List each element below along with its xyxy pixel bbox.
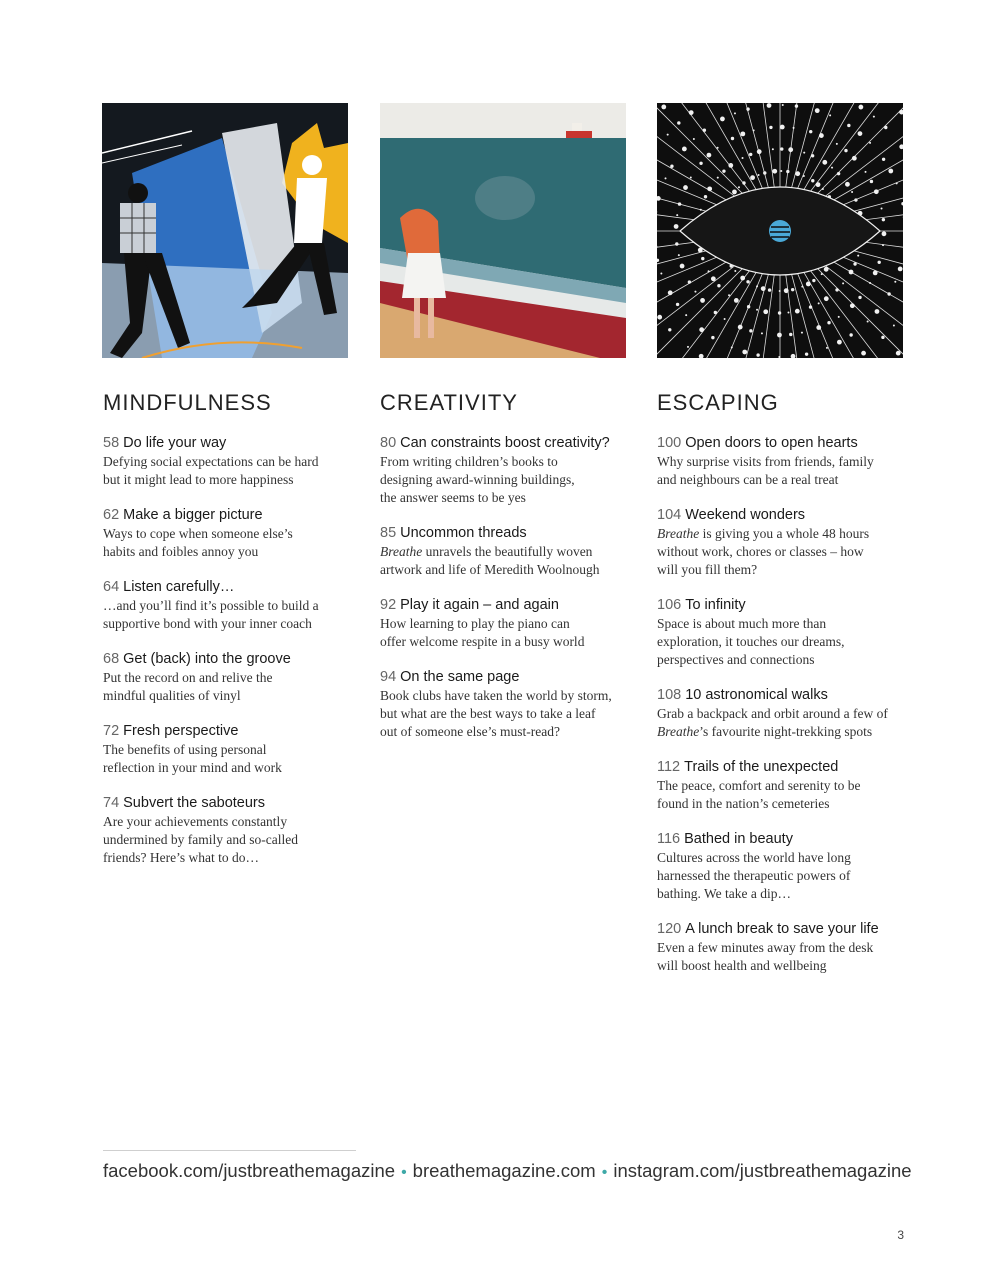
- entry-heading: [103, 650, 353, 669]
- section-title: MINDFULNESS: [103, 390, 272, 415]
- entry-description-text: The benefits of using personal reflection in your mind and work: [103, 742, 282, 775]
- entry-title: Uncommon threads: [400, 525, 527, 541]
- entry-page-number: 100: [657, 435, 682, 451]
- entry-page-number: 64: [103, 579, 120, 595]
- entry-description-text: Defying social expectations can be hard but it might lead to more happiness: [103, 454, 319, 487]
- entry-page-number: 94: [380, 669, 397, 685]
- creativity-illustration: [380, 103, 626, 358]
- page-number: 3: [897, 1228, 904, 1242]
- entry-heading: [103, 434, 353, 453]
- toc-entry[interactable]: [380, 668, 630, 741]
- entry-page-number: 106: [657, 597, 682, 613]
- toc-entry[interactable]: [380, 434, 630, 507]
- entry-title: Fresh perspective: [123, 723, 239, 739]
- escaping-illustration: [657, 103, 903, 358]
- toc-entry[interactable]: [103, 434, 353, 489]
- entry-page-number: 58: [103, 435, 120, 451]
- entry-description: [657, 777, 907, 813]
- entry-description-text: Even a few minutes away from the desk will boost health and wellbeing: [657, 940, 874, 973]
- toc-entry[interactable]: [380, 524, 630, 579]
- entry-title: Play it again – and again: [400, 597, 559, 613]
- entry-title: On the same page: [400, 669, 520, 685]
- entry-description-italic: Breathe: [380, 544, 423, 559]
- entry-heading: [103, 722, 353, 741]
- entry-page-number: 68: [103, 651, 120, 667]
- entry-description: [657, 939, 907, 975]
- toc-entry[interactable]: [103, 650, 353, 705]
- entry-heading: [380, 524, 630, 543]
- entry-heading: [103, 578, 353, 597]
- entry-heading: [657, 686, 907, 705]
- toc-entry[interactable]: [657, 920, 907, 975]
- entry-description-text: is giving you a whole 48 hours without work, chores or classes – how will you fill them?: [657, 526, 870, 577]
- entry-heading: [657, 596, 907, 615]
- entry-page-number: 74: [103, 795, 120, 811]
- entry-description: [657, 615, 907, 669]
- toc-entry[interactable]: [657, 758, 907, 813]
- entry-heading: [657, 506, 907, 525]
- entry-heading: [103, 794, 353, 813]
- entry-description-italic: Breathe: [657, 526, 700, 541]
- entry-description: [380, 453, 630, 507]
- entry-description: [103, 525, 353, 561]
- separator-dot: •: [601, 1164, 608, 1181]
- entry-page-number: 112: [657, 759, 681, 775]
- section-title: ESCAPING: [657, 390, 779, 415]
- entry-description-text: From writing children’s books to designing award-winning buildings, the answer seems to be yes: [380, 454, 575, 505]
- entry-title: Can constraints boost creativity?: [400, 435, 610, 451]
- entry-page-number: 62: [103, 507, 120, 523]
- entry-description: [380, 615, 630, 651]
- entry-description-text: …and you’ll find it’s possible to build a supportive bond with your inner coach: [103, 598, 319, 631]
- entry-title: Subvert the saboteurs: [123, 795, 266, 811]
- toc-entry[interactable]: [657, 830, 907, 903]
- entry-description-text: Why surprise visits from friends, family and neighbours can be a real treat: [657, 454, 874, 487]
- website-link[interactable]: breathemagazine.com: [412, 1160, 596, 1181]
- entry-description: [657, 849, 907, 903]
- entry-description-text: Space is about much more than exploration, it touches our dreams, perspectives and connections: [657, 616, 845, 667]
- entry-heading: [657, 758, 907, 777]
- entry-description: [380, 543, 630, 579]
- toc-entry[interactable]: [657, 434, 907, 489]
- entry-description-text: unravels the beautifully woven artwork and life of Meredith Woolnough: [380, 544, 600, 577]
- toc-entry[interactable]: [657, 506, 907, 579]
- entry-title: Trails of the unexpected: [684, 759, 839, 775]
- toc-entry[interactable]: [657, 596, 907, 669]
- entry-title: Make a bigger picture: [123, 507, 263, 523]
- entry-title: Open doors to open hearts: [685, 435, 858, 451]
- entry-heading: [657, 830, 907, 849]
- toc-entry[interactable]: [657, 686, 907, 741]
- social-links: [103, 1160, 912, 1182]
- entry-heading: [103, 506, 353, 525]
- entry-page-number: 92: [380, 597, 397, 613]
- toc-entry[interactable]: [103, 506, 353, 561]
- entry-heading: [657, 434, 907, 453]
- escaping-column: [657, 390, 907, 992]
- entry-heading: [380, 668, 630, 687]
- entry-title: 10 astronomical walks: [685, 687, 828, 703]
- toc-entry[interactable]: [380, 596, 630, 651]
- toc-entry[interactable]: [103, 722, 353, 777]
- entry-description-text: Put the record on and relive the mindful qualities of vinyl: [103, 670, 273, 703]
- entry-description: [103, 741, 353, 777]
- footer-divider: [103, 1150, 356, 1151]
- entry-heading: [380, 434, 630, 453]
- entry-description: [657, 453, 907, 489]
- entry-description: [103, 453, 353, 489]
- entry-description-text: Ways to cope when someone else’s habits and foibles annoy you: [103, 526, 293, 559]
- entry-heading: [657, 920, 907, 939]
- entry-description-text: Are your achievements constantly undermined by family and so-called friends? Here’s what to do…: [103, 814, 298, 865]
- separator-dot: •: [401, 1164, 407, 1181]
- entry-description: [103, 669, 353, 705]
- entry-page-number: 116: [657, 831, 681, 847]
- creativity-column: [380, 390, 630, 758]
- entry-description-text: Cultures across the world have long harnessed the therapeutic powers of bathing. We take a dip…: [657, 850, 851, 901]
- facebook-link[interactable]: facebook.com/justbreathemagazine: [103, 1160, 396, 1181]
- entry-title: To infinity: [685, 597, 746, 613]
- entry-title: Get (back) into the groove: [123, 651, 291, 667]
- entry-page-number: 120: [657, 921, 682, 937]
- entry-description-text: Book clubs have taken the world by storm, but what are the best ways to take a leaf out of someone else’s must-read?: [380, 688, 612, 739]
- entry-description: [103, 813, 353, 867]
- entry-description: [103, 597, 353, 633]
- entry-description-italic: Breathe: [657, 724, 700, 739]
- entry-page-number: 72: [103, 723, 120, 739]
- entry-description: [657, 525, 907, 579]
- entry-description-text: The peace, comfort and serenity to be found in the nation’s cemeteries: [657, 778, 861, 811]
- entry-page-number: 104: [657, 507, 682, 523]
- toc-entry[interactable]: [103, 578, 353, 633]
- mindfulness-column: [103, 390, 353, 884]
- entry-title: A lunch break to save your life: [685, 921, 879, 937]
- entry-heading: [380, 596, 630, 615]
- entry-title: Weekend wonders: [685, 507, 806, 523]
- entry-description-text: Grab a backpack and orbit around a few of: [657, 706, 888, 721]
- entry-description-text: How learning to play the piano can offer welcome respite in a busy world: [380, 616, 585, 649]
- entry-title: Bathed in beauty: [684, 831, 793, 847]
- entry-title: Listen carefully…: [123, 579, 235, 595]
- mindfulness-illustration: [102, 103, 348, 358]
- toc-entry[interactable]: [103, 794, 353, 867]
- entry-description: [380, 687, 630, 741]
- entry-page-number: 85: [380, 525, 397, 541]
- entry-page-number: 80: [380, 435, 397, 451]
- entry-title: Do life your way: [123, 435, 227, 451]
- instagram-link[interactable]: instagram.com/justbreathemagazine: [613, 1160, 912, 1181]
- entry-page-number: 108: [657, 687, 682, 703]
- entry-description-text: ’s favourite night-trekking spots: [699, 724, 873, 739]
- entry-description: [657, 705, 907, 741]
- section-title: CREATIVITY: [380, 390, 518, 415]
